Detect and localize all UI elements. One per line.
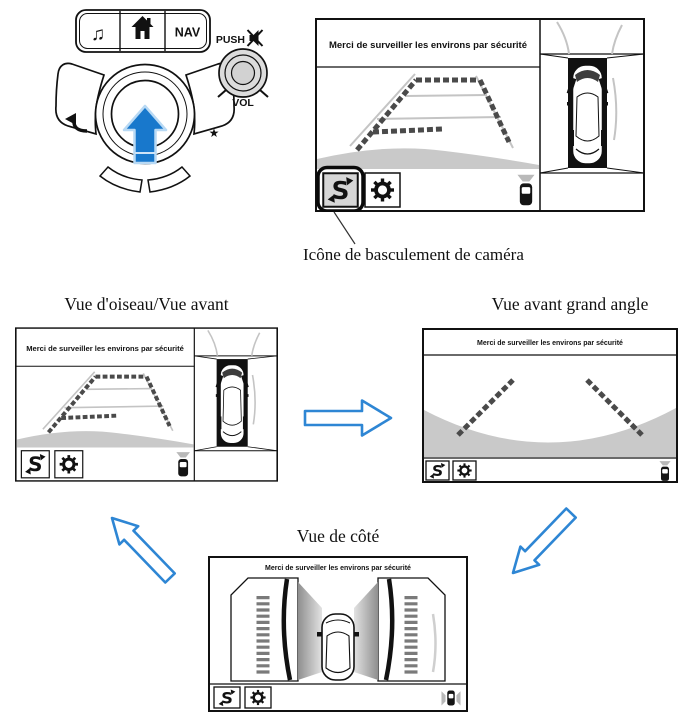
- nav-button[interactable]: [175, 26, 201, 40]
- cycle-arrow-down-left: [505, 503, 583, 583]
- cycle-arrow-up-left: [104, 510, 182, 590]
- side-camera-left-panel: [231, 578, 298, 681]
- screen-message: Merci de surveiller les environs par sécurité: [265, 565, 411, 572]
- camera-screen-bird-front: [15, 327, 278, 482]
- side-camera-right-panel: [378, 578, 445, 681]
- star-icon: ★: [208, 126, 220, 140]
- music-button[interactable]: [91, 24, 105, 45]
- cycle-arrow-right: [302, 396, 394, 440]
- camera-screen-side: [208, 556, 468, 712]
- camera-screen-wide-front: [422, 328, 678, 483]
- caption-leader-line: [329, 211, 361, 247]
- bottom-left-button[interactable]: [100, 167, 142, 192]
- view-label-side: Vue de côté: [296, 526, 380, 546]
- right-mirror: [354, 632, 360, 637]
- vol-label: VOL: [232, 97, 254, 109]
- car-top-view: [317, 614, 359, 680]
- control-panel: [48, 2, 280, 206]
- bottom-right-button[interactable]: [148, 167, 190, 192]
- caption-camera-toggle: Icône de basculement de caméra: [303, 245, 524, 264]
- mute-speaker-icon: [248, 30, 263, 46]
- view-label-wide-front: Vue avant grand angle: [491, 294, 649, 314]
- push-label: PUSH: [215, 34, 245, 46]
- left-mirror: [317, 632, 323, 637]
- music-note-icon: ♫: [90, 24, 106, 45]
- volume-knob[interactable]: [219, 49, 267, 97]
- camera-screen-main: [315, 18, 645, 212]
- view-label-bird-front: Vue d'oiseau/Vue avant: [64, 294, 229, 314]
- nav-label: NAV: [174, 25, 201, 40]
- screen-message: Merci de surveiller les environs par sécurité: [477, 340, 623, 347]
